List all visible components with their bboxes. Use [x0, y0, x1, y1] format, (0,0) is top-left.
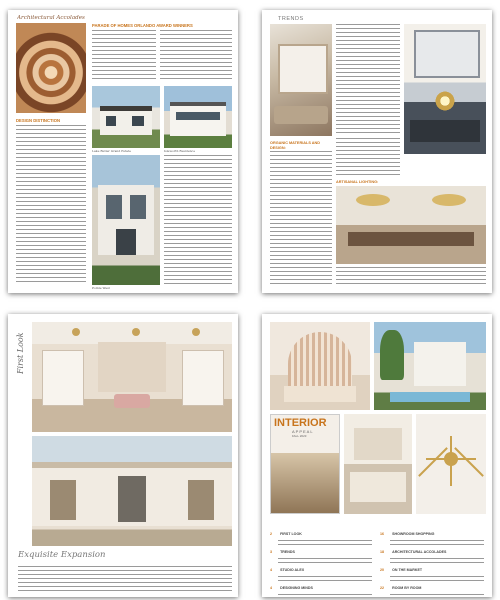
trends-intro-text [336, 24, 400, 134]
magazine-page-trends [262, 10, 492, 293]
kitchen-photo [344, 414, 412, 514]
cover-subtitle: APPEAL [292, 429, 314, 434]
headline: PARADE OF HOMES ORLANDO AWARD WINNERS [92, 23, 193, 28]
pool-house-photo [374, 322, 486, 410]
design-distinction-heading: DESIGN DISTINCTION [16, 118, 60, 123]
interior-rendering-photo [32, 322, 232, 432]
toc-entry: 2 FIRST LOOK [270, 520, 374, 538]
magazine-page-architectural-accolades [8, 10, 238, 293]
exterior-rendering-photo [32, 436, 232, 546]
toc-right-column [380, 520, 486, 592]
section-label: Architectural Accolades [17, 15, 85, 21]
intro-text-col1 [92, 30, 156, 82]
photo-caption-1: Lake Butler Grand Estate [92, 149, 131, 153]
section-label: First Look [16, 332, 25, 374]
photo-caption-2: Isleworth Residence [164, 149, 195, 153]
house-photo-1 [92, 86, 160, 148]
arched-bedroom-photo [270, 322, 370, 410]
toc-entry: 3 TRENDS [270, 538, 374, 556]
intro-text-col2 [160, 30, 232, 82]
section-label: TRENDS [278, 16, 304, 22]
chandelier-photo [416, 414, 486, 514]
house-photo-3 [92, 155, 160, 285]
toc-entry: 4 STUDIO ALEX [270, 556, 374, 574]
toc-entry: 18 ARCHITECTURAL ACCOLADES [380, 538, 486, 556]
magazine-page-first-look [8, 314, 238, 597]
toc-entry: 22 ROOM BY ROOM [380, 574, 486, 592]
living-room-photo [270, 24, 332, 136]
article-text [18, 566, 232, 592]
toc-entry: 20 ON THE MARKET [380, 556, 486, 574]
artisanal-lighting-text [336, 267, 486, 287]
cover-title: INTERIOR [274, 417, 327, 429]
photo-caption-3: Pointe West [92, 286, 110, 290]
article-title: Exquisite Expansion [18, 550, 106, 560]
trends-body-text [336, 138, 400, 178]
toc-left-column [270, 520, 374, 592]
organic-materials-text [270, 151, 332, 285]
magazine-page-contents [262, 314, 492, 597]
toc-entry: 4 DESIGNING MINDS [270, 574, 374, 592]
toc-entry: 16 SHOWROOM SHOPPING [380, 520, 486, 538]
artisanal-lighting-heading: ARTISANAL LIGHTING: [336, 180, 379, 184]
design-distinction-text [16, 125, 86, 285]
dining-room-photo [336, 186, 486, 264]
cover-issue: FALL 2023 [292, 434, 307, 438]
great-room-photo [404, 24, 486, 154]
dome-photo [16, 23, 86, 113]
organic-materials-heading: ORGANIC MATERIALS AND DESIGN: [270, 141, 320, 150]
winners-list-text [164, 155, 232, 285]
house-photo-2 [164, 86, 232, 148]
